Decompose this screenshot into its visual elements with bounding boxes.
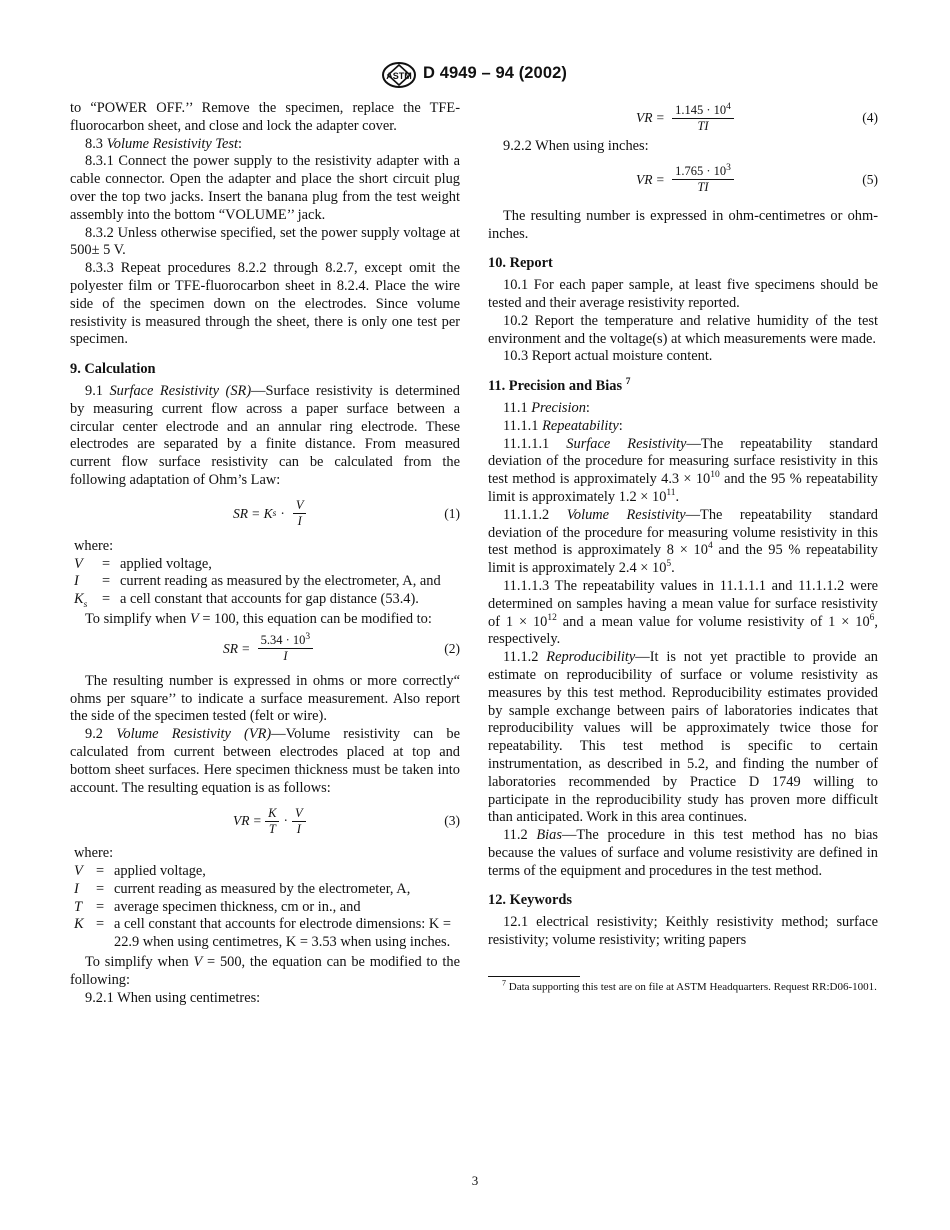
page-number: 3 <box>471 1173 479 1188</box>
definition-row: I = current reading as measured by the electrometer, A, and <box>74 573 441 590</box>
page-header <box>0 62 950 90</box>
section-8-3-1: 8.3.1 Connect the power supply to the resistivity adapter with a cable connector. Open the adapter and place the short circuit plug over the top two jacks. Insert the banana plug from the test weight assembly into the bottom “VOLUME’’ jack. <box>70 153 460 223</box>
section-11-1-2: 11.1.2 Reproducibility—It is not yet practible to provide an estimate on reproducibility of surface or volume resistivity as measures by this test method. Reproducibility estimates provided by sample exchange between pairs of laboratories indicates that reproducibility values will be approximately twice those for repeatability. This test method is specific to certain instrumentation, as described in 5.2, and finding the number of laboratories recommended by Practice D 1749 willing to participate in the reproducibility study has proven more difficult than anticipated. Work in this area continues. <box>488 649 878 826</box>
left-column <box>70 100 460 1007</box>
definition-row: $K_s$ = a cell constant that accounts for gap distance (53.4). <box>74 591 419 610</box>
section-8-3-2: 8.3.2 Unless otherwise specified, set the power supply voltage at 500± 5 V. <box>70 224 460 259</box>
equation-number: (4) <box>862 110 878 125</box>
equation-number: (1) <box>444 505 460 521</box>
document-id: D 4949 – 94 (2002) <box>423 64 567 82</box>
equation-number: (5) <box>862 171 878 187</box>
simplify-text-1: To simplify when V = 100, this equation can be modified to: <box>85 610 432 627</box>
heading-keywords: 12. Keywords <box>488 892 572 909</box>
section-11-1-1-2: 11.1.1.2 Volume Resistivity—The repeatability standard deviation of the procedure for measuring volume resistivity in this test method is approximately $8 \times 10^4$ and the 95 % repeatability limit is approximately $2.4 \times 10^5$. <box>488 506 878 577</box>
section-11-2: 11.2 Bias—The procedure in this test method has no bias because the values of surface and volume resistivity are defined in terms of the equipment and procedures in the test method. <box>488 827 878 879</box>
svg-text:ASTM: ASTM <box>386 71 412 81</box>
equation-number: (2) <box>444 640 460 656</box>
section-10-1: 10.1 For each paper sample, at least five specimens should be tested and their average resistivity reported. <box>488 277 878 311</box>
variable-definitions-1: where: V = applied voltage, I = current reading as measured by the electrometer, A, and $K_s$ = a cell constant that accounts for gap distance (53.4). <box>74 538 460 609</box>
section-11-1-1: 11.1.1 Repeatability: <box>503 417 623 434</box>
section-9-2: 9.2 Volume Resistivity (VR)—Volume resistivity can be calculated from current between electrodes placed at top and bottom sheet surfaces. Here specimen thickness must be taken into account. The resulting equation is as follows: <box>70 726 460 796</box>
result-text-1: The resulting number is expressed in ohms or more correctly“ ohms per square’’ to indicate a surface measurement. Also report the side of the specimen tested (felt or wire). <box>70 672 460 725</box>
heading-report: 10. Report <box>488 255 553 272</box>
equation-1: SR = K s · $\frac{V}{I}$ (1) <box>233 498 460 529</box>
right-column <box>488 100 878 994</box>
section-11-1-1-1: 11.1.1.1 Surface Resistivity—The repeatability standard deviation of the procedure for measuring surface resistivity in this test method is approximately $4.3 \times 10^{10}$ and the 95 % repeatability limit is approximately $1.2 \times 10^{11}$. <box>488 435 878 505</box>
paragraph-continued: to “POWER OFF.’’ Remove the specimen, replace the TFE-fluorocarbon sheet, and close and lock the adapter cover. <box>70 100 460 134</box>
definition-row: K = a cell constant that accounts for electrode dimensions: K = 22.9 when using centimetres, K = 3.53 when using inches. <box>74 916 451 951</box>
section-10-3: 10.3 Report actual moisture content. <box>503 348 713 365</box>
heading-calculation: 9. Calculation <box>70 361 156 378</box>
definition-row: I = current reading as measured by the electrometer, A, <box>74 880 411 897</box>
variable-definitions-2: where: V = applied voltage, I = current reading as measured by the electrometer, A, T = average specimen thickness, cm or in., and K = a cell constant that accounts for electrode dimensions: K = 22.9 when using centimetres, K = 3.53 when using inches. <box>74 845 460 952</box>
equation-2: SR = $\frac{5.34 \cdot 10^3}{I}$ (2) <box>223 632 460 664</box>
equation-3: VR = $\frac{K}{T}$ · $\frac{V}{I}$ (3) <box>233 805 460 836</box>
definition-row: V = applied voltage, <box>74 555 212 572</box>
section-9-1: 9.1 Surface Resistivity (SR)—Surface resistivity is determined by measuring current flow across a paper surface between a circular center electrode and an annular ring electrode. These electrodes are separated by a finite distance. From measured current flow surface resistivity can be calculated from the following adaptation of Ohm’s Law: <box>70 382 460 488</box>
section-12-1: 12.1 electrical resistivity; Keithly resistivity method; surface resistivity; volume resistivity; writing papers <box>488 914 878 949</box>
definition-row: V = applied voltage, <box>74 863 206 880</box>
section-8-3: 8.3 Volume Resistivity Test: <box>85 135 242 152</box>
section-9-2-2: 9.2.2 When using inches: <box>503 138 649 154</box>
footnote-7: $^7$ Data supporting this test are on file at ASTM Headquarters. Request RR:D06-1001. <box>502 978 877 993</box>
equation-4: VR = $\frac{1.145 \cdot 10^4}{TI}$ (4) <box>636 101 878 133</box>
equation-number: (3) <box>444 813 460 829</box>
heading-precision-bias: 11. Precision and Bias $^7$ <box>488 377 631 395</box>
astm-logo-icon <box>382 62 416 88</box>
section-8-3-3: 8.3.3 Repeat procedures 8.2.2 through 8.2.7, except omit the polyester film or TFE-fluorocarbon sheet in 8.2.4. Place the wire side of the specimen down on the electrodes. Since volume resistivity is measured through the sheet, there is only one test per specimen. <box>70 260 460 348</box>
footnote-divider <box>488 976 580 977</box>
section-11-1: 11.1 Precision: <box>503 399 590 416</box>
section-10-2: 10.2 Report the temperature and relative humidity of the test environment and the voltage(s) at which measurements were made. <box>488 312 878 347</box>
section-9-2-1: 9.2.1 When using centimetres: <box>85 989 261 1006</box>
equation-5: VR = $\frac{1.765 \cdot 10^3}{TI}$ (5) <box>636 163 878 195</box>
result-text-2: The resulting number is expressed in ohm-centimetres or ohm-inches. <box>488 207 878 242</box>
simplify-text-2: To simplify when V = 500, the equation can be modified to the following: <box>70 954 460 988</box>
definition-row: T = average specimen thickness, cm or in., and <box>74 898 361 915</box>
section-11-1-1-3: 11.1.1.3 The repeatability values in 11.1.1.1 and 11.1.1.2 were determined on samples having a mean value for surface resistivity of $1 \times 10^{12}$ and a mean value for volume resistivity of $1 \times 10^6$, respectively. <box>488 577 879 648</box>
